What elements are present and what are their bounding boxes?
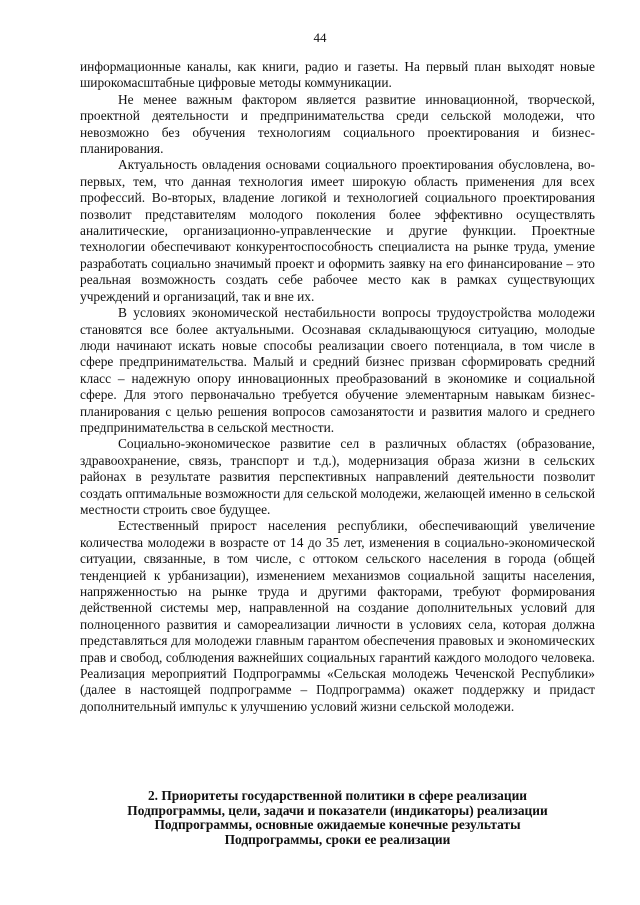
paragraph-population: Естественный прирост населения республики, обеспечивающий увеличение количества молодежи в возрасте от 14 до 35 лет, изменения в социально-экономической ситуации, связанные, в том числе, с оттоком сельского населения в города (общей тенденцией к урбанизации), изменением механизмов социальной защиты населения, напряженностью на рынке труда и другими факторами, требуют формирования действенной системы мер, направленной на создание дополнительных условий для полноценного развития и самореализации личности в условиях села, которая должна представляться для молодежи главным гарантом обеспечения правовых и экономических прав и свобод, соблюдения важнейших социальных гарантий каждого молодого человека. Реализация мероприятий Подпрограммы «Сельская молодежь Чеченской Республики» (далее в настоящей подпрограмме – Подпрограмма) окажет поддержку и придаст дополнительный импульс к улучшению условий жизни сельской молодежи. — [80, 518, 595, 714]
paragraph-continuation: информационные каналы, как книги, радио и газеты. На первый план выходят новые широкомасштабные цифровые методы коммуникации. — [80, 59, 595, 91]
section-heading-line: Подпрограммы, основные ожидаемые конечные результаты — [154, 817, 521, 833]
paragraph-innovation: Не менее важным фактором является развитие инновационной, творческой, проектной деятельности и предпринимательства среди сельской молодежи, что невозможно без обучения технологиям социального проектирования и бизнес-планирования. — [80, 91, 595, 157]
document-body — [80, 59, 595, 715]
paragraph-socioeconomic: Социально-экономическое развитие сел в различных областях (образование, здравоохранение, связь, транспорт и т.д.), модернизация образа жизни в сельских районах в результате развития перспективных направлений деятельности позволит создать оптимальные возможности для сельской молодежи, желающей именно в сельской местности строить свое будущее. — [80, 436, 595, 517]
section-heading-line: Подпрограммы, цели, задачи и показатели (индикаторы) реализации — [127, 802, 548, 818]
paragraph-employment: В условиях экономической нестабильности вопросы трудоустройства молодежи становятся все более актуальными. Осознавая складывающуюся ситуацию, молодые люди начинают искать новые способы реализации своего потенциала, в том числе в сфере предпринимательства. Малый и средний бизнес призван сформировать средний класс – надежную опору инновационных преобразований в экономике и социальной сфере. Для этого первоначально требуется обучение элементарным навыкам бизнес-планирования с целью решения вопросов самозанятости и развития малого и среднего предпринимательства в сельской местности. — [80, 305, 595, 435]
section-heading-line: 2. Приоритеты государственной политики в сфере реализации — [147, 788, 528, 803]
section-heading-line: Подпрограммы, сроки ее реализации — [224, 831, 451, 847]
page-number: 44 — [313, 30, 327, 45]
paragraph-social-design: Актуальность овладения основами социального проектирования обусловлена, во-первых, тем, что данная технология имеет широкую область применения для всех профессий. Во-вторых, владение логикой и технологией социального проектирования позволит представителям молодого поколения более эффективно осуществлять аналитические, организационно-управленческие и другие функции. Проектные технологии обеспечивают конкурентоспособность специалиста на рынке труда, умение разработать социально значимый проект и оформить заявку на его финансирование – это реальная возможность создать себе рабочее место как в рамках существующих учреждений и организаций, так и вне их. — [80, 157, 595, 304]
section-heading — [80, 789, 595, 847]
